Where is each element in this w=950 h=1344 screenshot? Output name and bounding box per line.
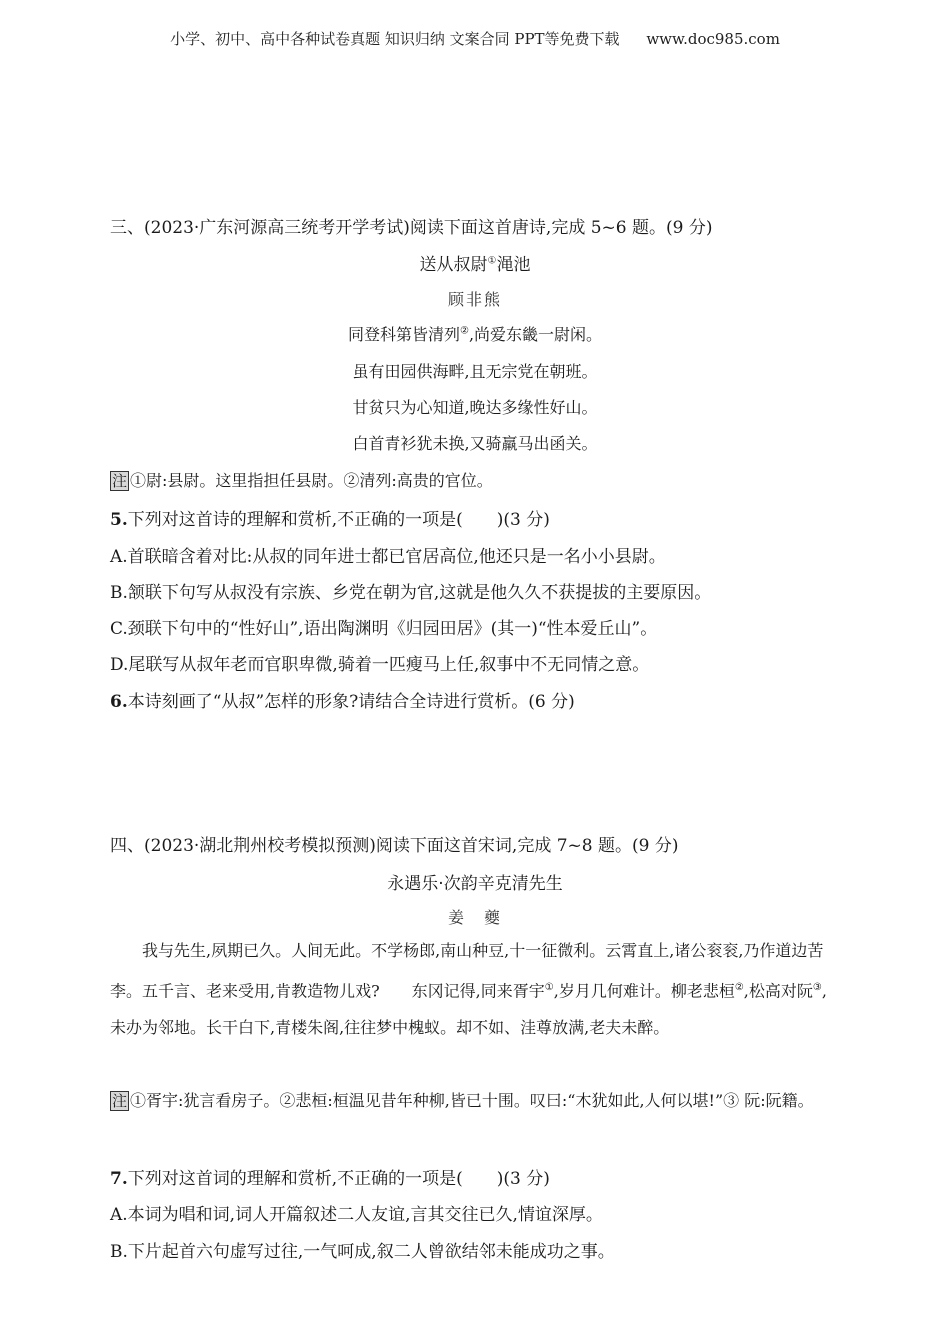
section3-author: 顾非熊 xyxy=(447,290,502,309)
q7-option-b: B.下片起首六句虚写过往,一气呵成,叙二人曾欲结邻未能成功之事。 xyxy=(110,1242,615,1262)
poem-line-3: 甘贫只为心知道,晚达多缘性好山。 xyxy=(352,398,598,417)
ci-body xyxy=(110,932,840,1046)
section3-heading: 三、(2023·广东河源高三统考开学考试)阅读下面这首唐诗,完成 5~6 题。(9 分) xyxy=(110,218,713,238)
q7-number: 7. xyxy=(110,1169,128,1189)
question-5 xyxy=(110,505,550,530)
q6-number: 6. xyxy=(110,692,128,712)
ci-sup-1: ① xyxy=(544,982,554,993)
section4-note xyxy=(110,1082,840,1119)
q6-stem: 本诗刻画了“从叔”怎样的形象?请结合全诗进行赏析。(6 分) xyxy=(127,692,575,712)
q5-option-d: D.尾联写从叔年老而官职卑微,骑着一匹瘦马上任,叙事中不无同情之意。 xyxy=(110,655,650,675)
section4-author: 姜 夔 xyxy=(447,908,502,927)
page-header xyxy=(0,28,950,49)
q5-option-c: C.颈联下句中的“性好山”,语出陶渊明《归园田居》(其一)“性本爱丘山”。 xyxy=(110,619,658,639)
question-7 xyxy=(110,1164,550,1189)
section4-heading: 四、(2023·湖北荆州校考模拟预测)阅读下面这首宋词,完成 7~8 题。(9 分) xyxy=(110,836,679,856)
poem-line-4: 白首青衫犹未换,又骑羸马出函关。 xyxy=(352,434,598,453)
header-site: www.doc985.com xyxy=(646,30,780,48)
poem-line-2: 虽有田园供海畔,且无宗党在朝班。 xyxy=(352,362,598,381)
section3-poem-title xyxy=(0,250,950,275)
note-mark: 注 xyxy=(112,472,128,490)
q5-option-b: B.颔联下句写从叔没有宗族、乡党在朝为官,这就是他久久不获提拔的主要原因。 xyxy=(110,583,712,603)
ci-body-part-c: ,松高对阮 xyxy=(743,981,813,1001)
q5-number: 5. xyxy=(110,510,128,530)
header-text: 小学、初中、高中各种试卷真题 知识归纳 文案合同 PPT等免费下载 xyxy=(170,30,620,48)
section3-note-text: ①尉:县尉。这里指担任县尉。②清列:高贵的官位。 xyxy=(130,471,493,490)
q7-stem: 下列对这首词的理解和赏析,不正确的一项是( )(3 分) xyxy=(127,1169,550,1189)
q7-option-a: A.本词为唱和词,词人开篇叙述二人友谊,言其交往已久,情谊深厚。 xyxy=(110,1205,603,1225)
ci-body-part-a: 我与先生,夙期已久。人间无此。不学杨郎,南山种豆,十一征微利。云霄直上,诸公衮衮,乃作道边苦李。五千言、老来受用,肯教造物儿戏? 东冈记得,同来胥宇 xyxy=(110,941,824,1001)
q5-option-a: A.首联暗含着对比:从叔的同年进士都已官居高位,他还只是一名小小县尉。 xyxy=(110,547,666,567)
poem-line-1-sup: ② xyxy=(459,325,469,337)
poem-title-text: 送从叔尉 xyxy=(419,255,488,275)
question-6 xyxy=(110,687,575,712)
q5-stem: 下列对这首诗的理解和赏析,不正确的一项是( )(3 分) xyxy=(127,510,550,530)
ci-body-part-d: ,未办为邻地。长干白下,青楼朱阁,往往梦中槐蚁。却不如、洼尊放满,老夫未醉。 xyxy=(110,981,827,1038)
ci-sup-2: ② xyxy=(734,982,744,993)
poem-line-1 xyxy=(0,322,950,345)
section3-note xyxy=(110,468,493,491)
note-mark: 注 xyxy=(112,1092,128,1110)
poem-title-sup: ① xyxy=(487,255,497,267)
poem-line-1-text: 同登科第皆清列 xyxy=(347,325,460,344)
ci-body-part-b: ,岁月几何难计。柳老悲桓 xyxy=(553,981,735,1001)
section4-poem-title: 永遇乐·次韵辛克清先生 xyxy=(387,874,563,894)
poem-line-1-end: ,尚爱东畿一尉闲。 xyxy=(468,325,603,344)
section4-note-text: ①胥宇:犹言看房子。②悲桓:桓温见昔年种柳,皆已十围。叹曰:“木犹如此,人何以堪!”③ 阮:阮籍。 xyxy=(130,1091,814,1110)
ci-sup-3: ③ xyxy=(812,982,822,993)
poem-title-end: 渑池 xyxy=(496,255,531,275)
